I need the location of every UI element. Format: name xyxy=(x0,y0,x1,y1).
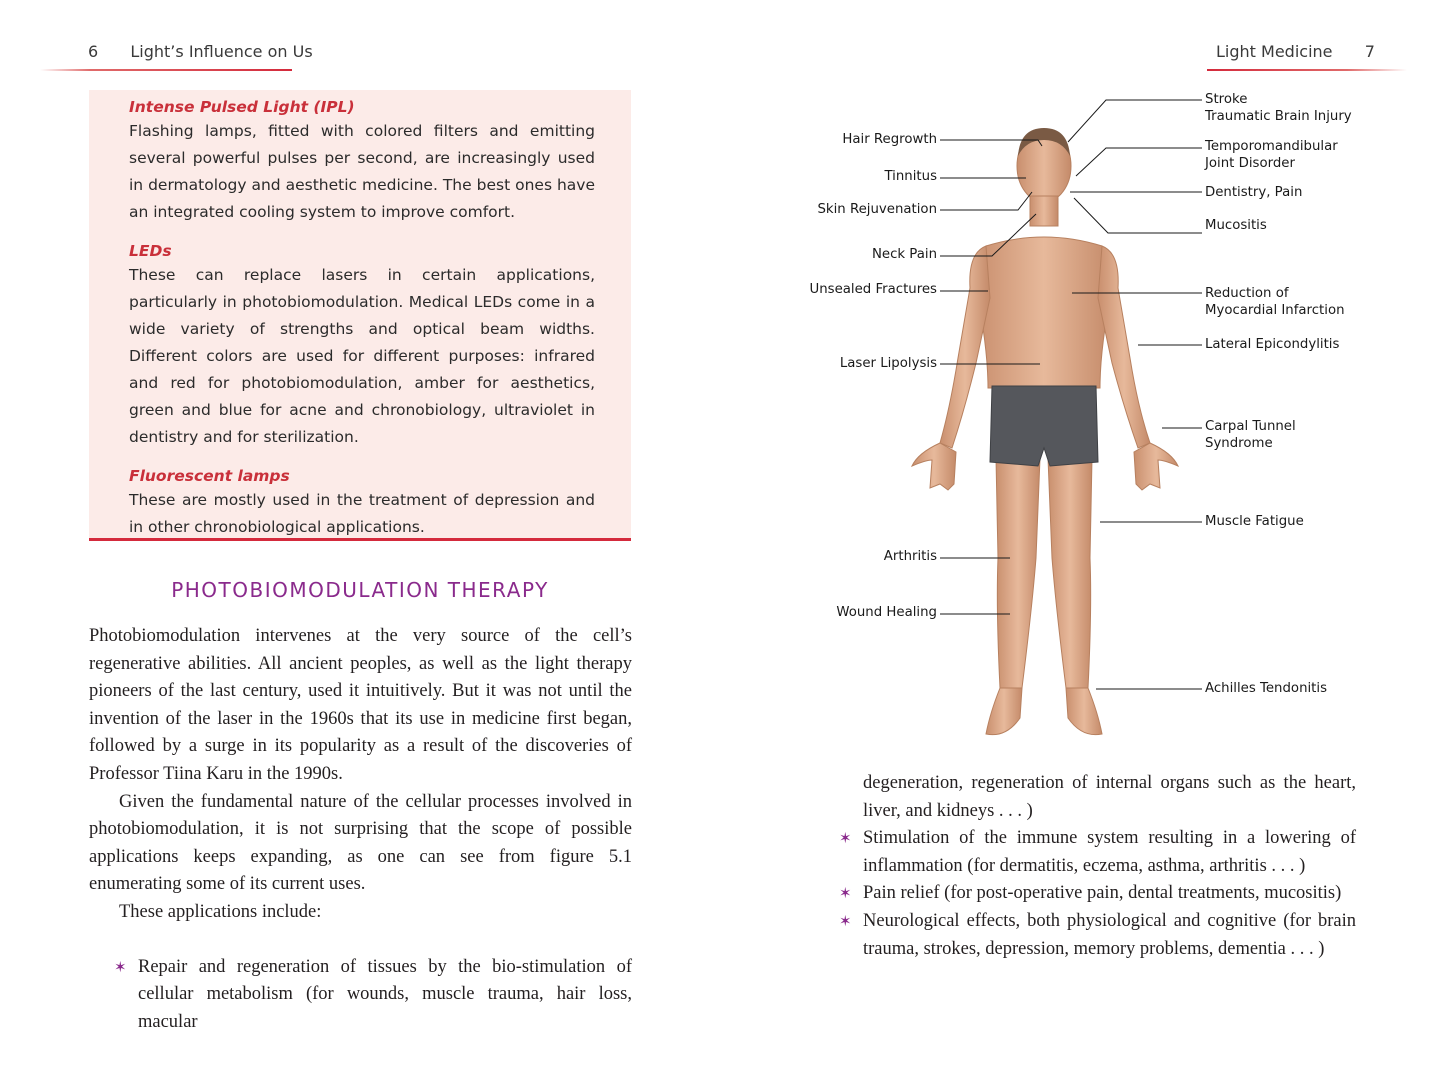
page-number-right: 7 xyxy=(1364,42,1375,61)
list-item-text: Stimulation of the immune system resulting in a lowering of inflammation (for dermatitis, eczema, asthma, arthritis . . . ) xyxy=(863,828,1356,876)
running-head-left: Light’s Influence on Us xyxy=(130,42,313,61)
bullet-list-right xyxy=(837,825,1356,963)
continuation-text: degeneration, regeneration of internal organs such as the heart, liver, and kidneys . . . ) xyxy=(863,773,1356,821)
asterisk-bullet-icon: ✶ xyxy=(839,884,852,903)
figure-label-left: Hair Regrowth xyxy=(842,132,937,147)
header-rule-left xyxy=(40,69,292,71)
running-head-right: Light Medicine xyxy=(1216,42,1333,61)
figure-label-right: Stroke Traumatic Brain Injury xyxy=(1205,92,1352,124)
body-text-right xyxy=(837,770,1356,963)
body-text-left xyxy=(89,623,632,1036)
figure-label-right: Dentistry, Pain xyxy=(1205,185,1303,200)
sidebar-heading: Intense Pulsed Light (IPL) xyxy=(129,98,355,116)
figure-label-right: Temporomandibular Joint Disorder xyxy=(1205,139,1338,171)
figure-label-left: Wound Healing xyxy=(836,605,937,620)
header-rule-right xyxy=(1207,69,1407,71)
figure-label-right: Carpal Tunnel Syndrome xyxy=(1205,419,1296,451)
bullet-list-left xyxy=(112,954,632,1037)
sidebar-heading: Fluorescent lamps xyxy=(129,467,290,485)
running-header-right xyxy=(1216,42,1375,61)
paragraph: Photobiomodulation intervenes at the very source of the cell’s regenerative abilities. All ancient peoples, as well as the light therapy pioneers of the last century, used it intuitively. But it was not until the invention of the laser in the 1960s that its use in medicine first began, followed by a surge in its popularity as a result of the discoveries of Professor Tiina Karu in the 1990s. xyxy=(89,626,632,784)
figure-label-right: Lateral Epicondylitis xyxy=(1205,337,1340,352)
list-item xyxy=(837,880,1356,908)
figure-label-left: Tinnitus xyxy=(884,169,937,184)
asterisk-bullet-icon: ✶ xyxy=(839,911,852,930)
left-page xyxy=(0,0,722,1083)
sidebar-text: Flashing lamps, fitted with colored filters and emitting several powerful pulses per second, are increasingly used in dermatology and aesthetic medicine. The best ones have an integrated cooling system to improve comfort. xyxy=(129,122,595,221)
paragraph: Given the fundamental nature of the cellular processes involved in photobiomodulation, it is not surprising that the scope of possible applications keeps expanding, as one can see from figure 5.1 enumerating some of its current uses. xyxy=(89,791,632,895)
sidebar-section-ipl xyxy=(129,96,595,226)
asterisk-bullet-icon: ✶ xyxy=(114,957,127,976)
figure-label-left: Arthritis xyxy=(883,549,937,564)
list-item xyxy=(837,908,1356,963)
list-item xyxy=(112,954,632,1037)
page-number-left: 6 xyxy=(88,42,99,61)
figure-label-right: Reduction of Myocardial Infarction xyxy=(1205,286,1345,318)
figure-body-applications xyxy=(800,88,1420,748)
sidebar-content xyxy=(129,96,595,541)
list-item xyxy=(837,825,1356,880)
list-item-text: Neurological effects, both physiological and cognitive (for brain trauma, strokes, depression, memory problems, dementia . . . ) xyxy=(863,910,1356,959)
figure-label-left: Unsealed Fractures xyxy=(809,282,937,297)
human-body-illustration xyxy=(800,88,1420,748)
sidebar-heading: LEDs xyxy=(129,242,172,260)
figure-label-right: Muscle Fatigue xyxy=(1205,514,1304,529)
figure-label-left: Skin Rejuvenation xyxy=(817,202,937,217)
figure-label-left: Neck Pain xyxy=(871,247,937,262)
figure-label-right: Mucositis xyxy=(1205,218,1267,233)
figure-label-right: Achilles Tendonitis xyxy=(1205,681,1328,696)
asterisk-bullet-icon: ✶ xyxy=(839,829,852,848)
list-item-text: Repair and regeneration of tissues by the bio-stimulation of cellular metabolism (for wounds, muscle trauma, hair loss, macular xyxy=(138,956,632,1032)
section-title: PHOTOBIOMODULATION THERAPY xyxy=(171,578,549,602)
sidebar-text: These can replace lasers in certain applications, particularly in photobiomodulation. Medical LEDs come in a wide variety of strengths and optical beam widths. Different colors are used for different purposes: infrared and red for photobiomodulation, amber for aesthetics, green and blue for acne and chronobiology, ultraviolet in dentistry and for sterilization. xyxy=(129,266,595,446)
paragraph: These applications include: xyxy=(119,901,322,922)
sidebar-text: These are mostly used in the treatment of depression and in other chronobiological applications. xyxy=(129,491,595,536)
sidebar-section-fluorescent xyxy=(129,465,595,541)
list-item-text: Pain relief (for post-operative pain, dental treatments, mucositis) xyxy=(863,883,1342,904)
sidebar-section-leds xyxy=(129,240,595,451)
figure-label-left: Laser Lipolysis xyxy=(839,356,937,371)
running-header-left xyxy=(88,42,313,61)
sidebar-box xyxy=(89,90,631,541)
